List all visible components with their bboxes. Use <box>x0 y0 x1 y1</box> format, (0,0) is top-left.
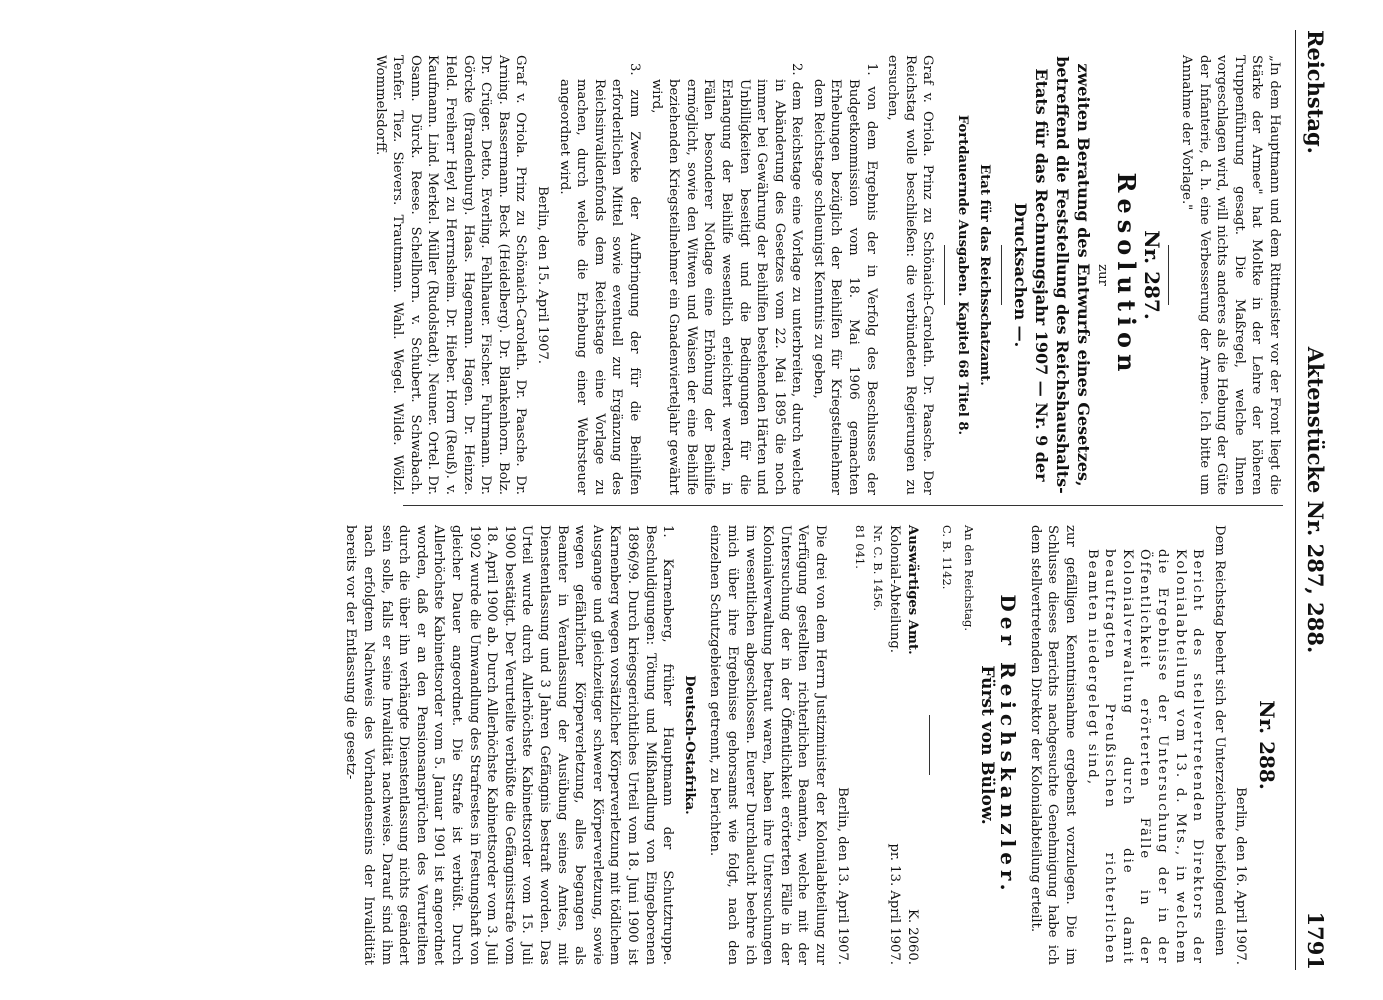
abteilung-label: Kolonial-Abteilung. <box>887 525 903 653</box>
page-header <box>1295 30 1328 970</box>
page-number: 1791 <box>1303 911 1328 970</box>
addressee: An den Reichstag. <box>962 525 977 631</box>
movers-paragraph: Graf v. Oriola. Prinz zu Schönaich-Carolath. Dr. Paasche. Der Reichstag wolle beschließen: die verbündeten Regierungen zu ersuchen, <box>885 55 936 495</box>
received-date: pr. 13. April 1907. <box>887 843 903 965</box>
date-line: Berlin, den 13. April 1907. <box>834 787 850 965</box>
divider <box>1001 245 1002 305</box>
left-column <box>367 55 1283 495</box>
date-line: Berlin, den 16. April 1907. <box>1233 787 1249 965</box>
section-number: Nr. 288. <box>1255 700 1279 790</box>
column-divider <box>403 505 1283 506</box>
divider <box>944 245 945 305</box>
reference-1: Nr. C. B. 1456. <box>870 525 885 611</box>
signers-paragraph: Graf v. Oriola. Prinz zu Schönaich-Carolath. Dr. Paasche. Dr. Arning. Bassermann. Beck (Heidelberg). Dr. Blankenhorn. Bolz. Dr. Crüger. Detto. Everling. Fehlhauer. Fischer. Fuhrmann. Dr. Görcke (Brandenburg). Haas. Hagemann. Hagen. Dr. Heinze. Held. Freiherr Heyl zu Herrnsheim. Dr. Hieber. Horn (Reuß). v. Kaufmann. Lind. Merkel. Müller (Rudolstadt). Neuner. Ortel. Dr. Osann. Dürck. Reese. Schellhorn. v. Schubert. Schwabach. Tenfer. Tiez. Sievers. Trautmann. Wahl. Wegel. Wilde. Wölzl. Wommelsdorff. <box>372 55 529 495</box>
amt-block <box>851 525 921 965</box>
resolution-item-2: 2. dem Reichstage eine Vorlage zu unterbreiten, durch welche in Abänderung des Gesetzes vom 22. Mai 1895 die noch immer bei Gewährung der Beihilfen bestehenden Härten und Unbilligkeiten beseitigt und die Bedingungen für die Erlangung der Beihilfe wesentlich erleichtert werden, in Fällen besonderer Notlage eine Erhöhung der Beihilfe ermöglicht, sowie den Witwen und Waisen der eine Beihilfe beziehenden Kriegsteilnehmer ein Gnadenvierteljahr gewährt wird, <box>648 63 805 495</box>
resolution-item-3: 3. zum Zwecke der Aufbringung der für die Beihilfen erforderlichen Mittel sowie eventuell zur Ergänzung des Reichsinvalidenfonds dem Reichstage eine Vorlage zu machen, durch welche die Erhebung einer Wehrsteuer angeordnet wird. <box>556 63 642 495</box>
signature: Fürst von Bülow. <box>976 665 997 825</box>
resolution-title: zweiten Beratung des Entwurfs eines Gesetzes, betreffend die Feststellung des Reichshaushalts-Etats für das Rechnungsjahr 1907 — Nr. 9 der Drucksachen —. <box>1010 56 1093 494</box>
etat-heading: Etat für das Reichsschatzamt. <box>976 164 992 386</box>
ausgaben-line: Fortdauernde Ausgaben. Kapitel 68 Titel 8. <box>955 114 971 436</box>
section-number: Nr. 287. <box>1140 230 1165 320</box>
case-1: 1. Karnenberg, früher Hauptmann der Schutztruppe. Beschuldigungen: Tötung und Mißhandlung von Eingeborenen 1896/99. Durch kriegsgerichtliches Urteil vom 18. Juni 1900 ist Karnenberg wegen vorsätzlicher Körperverletzung mit tödlichem Ausgange und gleichzeitiger schwerer Körperverletzung, sowie wegen gefährlicher Körperverletzung, alles begangen als Beamter in Veranlassung der Ausübung seines Amtes, mit Dienstentlassung und 3 Jahren Gefängnis bestraft worden. Das Urteil wurde durch Allerhöchste Kabinettsorder vom 15. Juli 1900 bestätigt. Der Verurteilte verbüßte die Gefängnisstrafe vom 18. April 1900 ab. Durch Allerhöchste Kabinettsorder vom 3. Juli 1902 wurde die Umwandlung des Strafrestes in Festungshaft von gleicher Dauer angeordnet. Die Strafe ist verbüßt. Durch Allerhöchste Kabinettsorder vom 5. Januar 1901 ist angeordnet worden, daß er an den Pensionsansprüchen des Verurteilten durch die über ihn verhängte Dienstentlassung nichts geändert sein solle, falls er seine Invalidität nachweise. Darauf sind ihm nach erfolgtem Nachweis des Vorhandenseins der Invalidität bereits vor der Entlassung die gesetz- <box>343 525 676 966</box>
header-center: Aktenstücke Nr. 287, 288. <box>1303 346 1328 654</box>
amt-heading: Auswärtiges Amt. <box>904 525 920 655</box>
kenntnis-paragraph: zur gefälligen Kenntnisnahme ergebenst vorzulegen. Die im Schlusse dieses Berichts nachgesuchte Genehmigung habe ich dem stellvertretenden Direktor der Kolonialabteilung erteilt. <box>1027 525 1079 965</box>
right-column <box>338 525 1283 965</box>
reichskanzler-heading: Der Reichskanzler. <box>996 594 1021 896</box>
reference-cb: C. B. 1142. <box>940 525 955 590</box>
quote-paragraph: „In dem Hauptmann und dem Rittmeister vor der Front liegt die Stärke der Armee" hat Moltke in der Lehre der höheren Truppenführung gesagt. Die Maßregel, welche Ihnen vorgeschlagen wird, will nichts anderes als die Hebung der Güte der Infanterie, d. h. eine Verbesserung der Armee. Ich bitte um Annahme der Vorlage." <box>1179 55 1282 495</box>
divider <box>929 715 930 775</box>
divider <box>1168 245 1169 305</box>
header-left: Reichstag. <box>1303 30 1328 154</box>
reference-2: 81 041. <box>853 525 868 569</box>
region-heading: Deutsch-Ostafrika. <box>681 675 697 815</box>
resolution-item-1: 1. von dem Ergebnis der in Verfolg des Beschlusses der Budgetkommission vom 18. Mai 1906 gemachten Erhebungen bezüglich der Beihilfen für Kriegsteilnehmer dem Reichstage schleunigst Kenntnis zu geben, <box>810 63 879 495</box>
bericht-paragraph: Bericht des stellvertretenden Direktors der Kolonialabteilung vom 13. d. Mts., in welchem die Ergebnisse der Untersuchung der in der Öffentlichkeit erörterten Fälle in der Kolonialverwaltung durch die damit beauftragten Preußischen richterlichen Beamten niedergelegt sind, <box>1084 549 1206 965</box>
reference-k: K. 2060. <box>904 909 920 965</box>
report-body: Die drei von dem Herrn Justizminister der Kolonialabteilung zur Verfügung gestellten richterlichen Beamten, welche mit der Untersuchung der in der Öffentlichkeit erörterten Fälle in der Kolonialverwaltung betraut waren, haben ihre Untersuchungen im wesentlichen abgeschlossen. Euerer Durchlaucht beehre ich mich über ihre Ergebnisse gehorsamst wie folgt, nach den einzelnen Schutzgebieten getrennt, zu berichten. <box>707 525 828 965</box>
resolution-heading: Resolution <box>1111 172 1141 378</box>
date-line: Berlin, den 15. April 1907. <box>535 186 550 364</box>
intro-paragraph: Dem Reichstag beehrt sich der Unterzeichnete beifolgend einen <box>1211 525 1227 956</box>
zur-label: zur <box>1095 264 1111 286</box>
